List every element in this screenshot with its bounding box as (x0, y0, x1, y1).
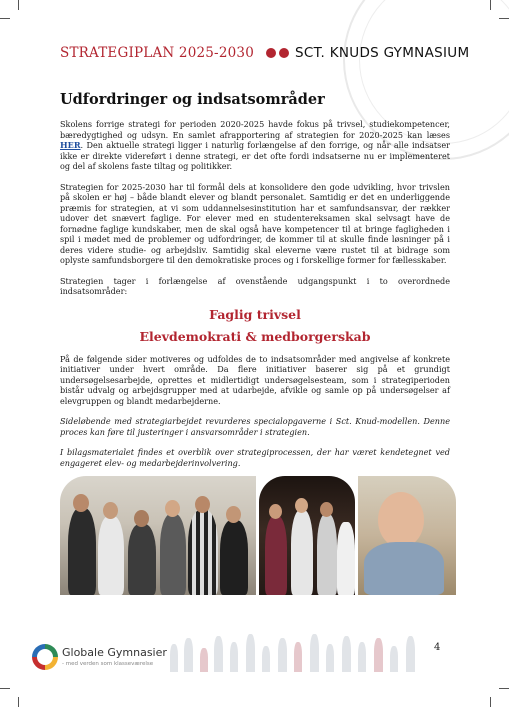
paragraph-focus-intro: Strategien tager i forlængelse af ovenstående udgangspunkt i to overordnede indsatsområder: (60, 275, 450, 296)
section-heading: Udfordringer og indsatsområder (60, 91, 325, 108)
paragraph-special-tasks: Sideløbende med strategiarbejdet revurderes specialopgaverne i Sct. Knud-modellen. Denne proces kan føre til justeringer i ansvarsområder i strategien. (60, 416, 450, 437)
crop-mark (18, 0, 19, 10)
silhouette (326, 644, 334, 672)
students-group-photo (60, 476, 256, 595)
focus-area-1: Faglig trivsel (209, 306, 301, 322)
people-silhouettes-decoration (168, 632, 426, 672)
silhouette (278, 638, 287, 672)
dot-icon (266, 48, 276, 58)
logo-tagline: - med verden som klasseværelse (62, 661, 154, 667)
globale-gymnasier-logo (32, 640, 182, 674)
crop-mark (0, 18, 10, 19)
silhouette (390, 646, 398, 672)
silhouette (170, 644, 178, 672)
person-head (165, 500, 180, 517)
person-figure (291, 510, 313, 595)
report-link[interactable]: HER (60, 140, 81, 150)
focus-area-2: Elevdemokrati & medborgerskab (139, 328, 371, 344)
silhouette (294, 642, 302, 672)
page-number: 4 (434, 642, 441, 653)
silhouette (262, 646, 270, 672)
main-content (60, 91, 450, 478)
person-head (226, 506, 241, 523)
crop-mark (490, 697, 491, 707)
person-figure (317, 514, 337, 595)
person-figure (337, 522, 355, 595)
silhouette (374, 638, 383, 672)
paragraph-text: Skolens forrige strategi for perioden 2020-2025 havde fokus på trivsel, studiekompetencer, bæredygtighed og udsyn. En samlet afrapportering af strategien for 2020-2025 kan læses (60, 119, 450, 140)
paragraph-text: . Den aktuelle strategi ligger i naturlig forlængelse af den forrige, og når alle indsatser ikke er direkte videreført i denne strategi, er det ofte fordi indsatserne nu er implementeret og del af skolens faste tiltag og politikker. (60, 140, 450, 171)
silhouette (310, 634, 319, 672)
person-figure (188, 510, 218, 595)
silhouette (200, 648, 208, 672)
logo-name: Globale Gymnasier (62, 646, 167, 659)
person-figure (265, 516, 287, 595)
paragraph-initiatives: På de følgende sider motiveres og udfoldes de to indsatsområder med angivelse af konkrete initiativer under hvert område. Da flere initiativer baserer sig på et grundigt undersøgelsesarbejde, oprettes et midlertidigt undersøgelsesteam, som i strategiperioden bistår udvalg og arbejdsgrupper med at udarbejde, afvikle og samle op på undersøgelser af elevgruppen og blandt medarbejderne. (60, 353, 450, 406)
person-head (134, 510, 149, 527)
silhouette (214, 636, 223, 672)
silhouette (184, 638, 193, 672)
silhouette (230, 642, 238, 672)
globe-icon (32, 644, 58, 670)
person-figure (98, 516, 124, 595)
photo-strip (60, 476, 456, 595)
decorative-dots (266, 48, 289, 58)
page-header (60, 42, 470, 64)
person-head (320, 502, 333, 517)
document-title: STRATEGIPLAN 2025-2030 (60, 45, 254, 61)
person-figure (128, 524, 156, 595)
students-performance-photo (259, 476, 355, 595)
paragraph-strategy-purpose: Strategien for 2025-2030 har til formål dels at konsolidere den gode udvikling, hvor trivslen på skolen er høj – både blandt elever og blandt personalet. Samtidig er det en underliggende præmis for strategien, at vi som uddannelsesinstitution har et samfundsansvar, der rækker udover det snævert faglige. For elever med en studentereksamen skal selvsagt have de fornødne faglige kundskaber, men de skal også have kompetencer til at bringe fagligheden i spil i mødet med de problemer og udfordringer, de kommer til at skulle finde løsninger på i deres videre studie- og arbejdsliv. Samtidig skal eleverne være rustet til at bidrage som oplyste samfundsborgere til den demokratiske proces og i forskellige former for fællesskaber. (60, 181, 450, 265)
silhouette (406, 636, 415, 672)
crop-mark (18, 697, 19, 707)
person-head (269, 504, 282, 519)
person-head (103, 502, 118, 519)
paragraph-appendix-note: I bilagsmaterialet findes et overblik over strategiprocessen, der har været kendetegnet ved engageret elev- og medarbejderinvolvering. (60, 447, 450, 468)
crop-mark (499, 688, 509, 689)
person-head (73, 494, 89, 512)
person-head (378, 492, 424, 548)
dot-icon (279, 48, 289, 58)
paragraph-previous-strategy (60, 119, 450, 172)
silhouette (342, 636, 351, 672)
silhouette (246, 634, 255, 672)
person-figure (364, 542, 444, 595)
teacher-portrait-photo (358, 476, 456, 595)
person-figure (220, 520, 248, 595)
school-name: SCT. KNUDS GYMNASIUM (294, 45, 470, 61)
crop-mark (0, 688, 10, 689)
silhouette (358, 642, 366, 672)
person-figure (68, 508, 96, 595)
person-head (295, 498, 308, 513)
person-figure (160, 514, 186, 595)
person-head (195, 496, 210, 513)
